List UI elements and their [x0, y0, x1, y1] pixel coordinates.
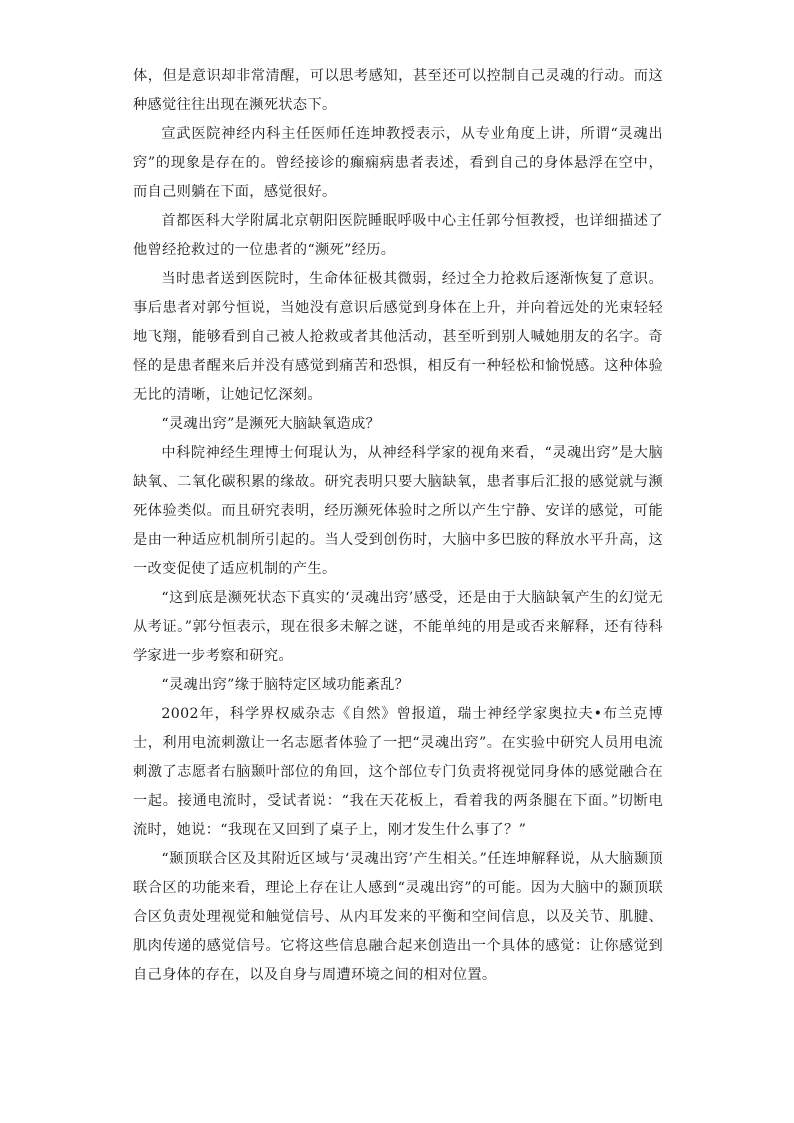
paragraph-nature-study: 2002年，科学界权威杂志《自然》曾报道，瑞士神经学家奥拉夫•布兰克博士，利用电流刺激让一名志愿者体验了一把“灵魂出窍”。在实验中研究人员用电流刺激了志愿者右脑颞叶部位的角回，这个部位专门负责将视觉同身体的感觉融合在一起。接通电流时，受试者说：“我在天花板上，看着我的两条腿在下面。”切断电流时，她说：“我现在又回到了桌子上，刚才发生什么事了？”	[133, 706, 663, 838]
section-heading-brain-region: “灵魂出窍”缘于脑特定区域功能紊乱？	[161, 677, 410, 693]
paragraph-continuation: 体，但是意识却非常清醒，可以思考感知，甚至还可以控制自己灵魂的行动。而这种感觉往往出现在濒死状态下。	[133, 68, 663, 113]
paragraph-hypoxia: 中科院神经生理博士何琨认为，从神经科学家的视角来看，“灵魂出窍”是大脑缺氧、二氧化碳积累的缘故。研究表明只要大脑缺氧，患者事后汇报的感觉就与濒死体验类似。而且研究表明，经历濒死体验时之所以产生宁静、安详的感觉，可能是由一种适应机制所引起的。当人受到创伤时，大脑中多巴胺的释放水平升高，这一改变促使了适应机制的产生。	[133, 445, 663, 577]
paragraph-tpj: “颞顶联合区及其附近区域与‘灵魂出窍’产生相关。”任连坤解释说，从大脑颞顶联合区的功能来看，理论上存在让人感到“灵魂出窍”的可能。因为大脑中的颞顶联合区负责处理视觉和触觉信号、从内耳发来的平衡和空间信息，以及关节、肌腱、肌肉传递的感觉信号。它将这些信息融合起来创造出一个具体的感觉：让你感觉到自己身体的存在，以及自身与周遭环境之间的相对位置。	[133, 851, 663, 983]
section-heading-hypoxia: “灵魂出窍”是濒死大脑缺氧造成？	[161, 416, 381, 432]
article-body	[133, 62, 663, 990]
paragraph-expert-ren: 宣武医院神经内科主任医师任连坤教授表示，从专业角度上讲，所谓“灵魂出窍”的现象是存在的。曾经接诊的癫痫病患者表述，看到自己的身体悬浮在空中，而自己则躺在下面，感觉很好。	[133, 126, 663, 200]
paragraph-uncertain: “这到底是濒死状态下真实的‘灵魂出窍’感受，还是由于大脑缺氧产生的幻觉无从考证。”郭兮恒表示，现在很多未解之谜，不能单纯的用是或否来解释，还有待科学家进一步考察和研究。	[133, 590, 663, 664]
paragraph-expert-guo: 首都医科大学附属北京朝阳医院睡眠呼吸中心主任郭兮恒教授，也详细描述了他曾经抢救过的一位患者的“濒死”经历。	[133, 213, 663, 258]
paragraph-patient-account: 当时患者送到医院时，生命体征极其微弱，经过全力抢救后逐渐恢复了意识。事后患者对郭兮恒说，当她没有意识后感觉到身体在上升，并向着远处的光束轻轻地飞翔，能够看到自己被人抢救或者其他活动，甚至听到别人喊她朋友的名字。奇怪的是患者醒来后并没有感觉到痛苦和恐惧，相反有一种轻松和愉悦感。这种体验无比的清晰，让她记忆深刻。	[133, 271, 663, 403]
